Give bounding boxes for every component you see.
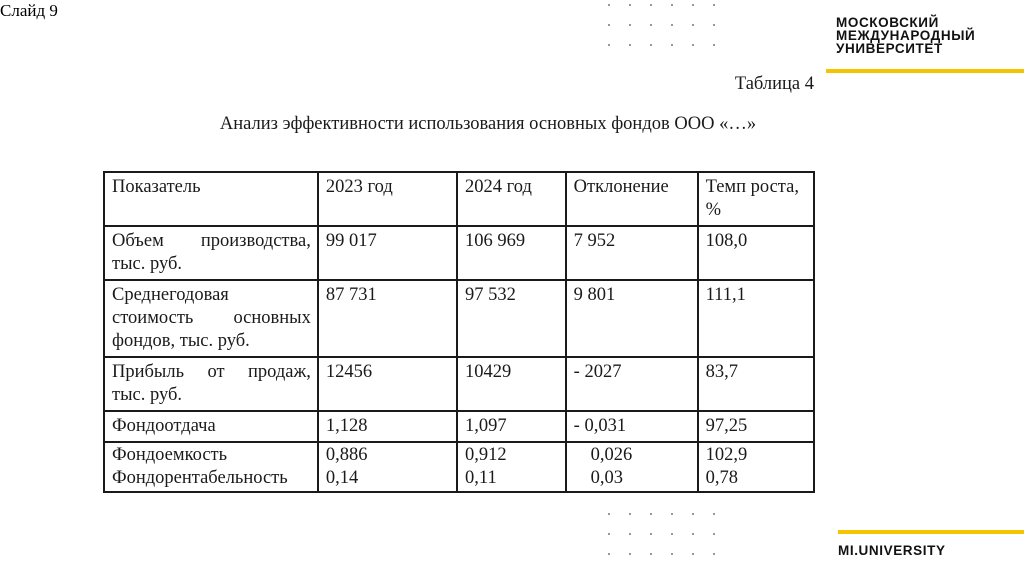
value-cell: - 0,031	[566, 411, 698, 442]
value-cell	[698, 442, 814, 492]
logo-line-1: МОСКОВСКИЙ	[836, 15, 939, 30]
value-cell: 108,0	[698, 226, 814, 280]
table-row	[104, 357, 814, 411]
header-cell: 2024 год	[457, 172, 566, 226]
header-cell: Показатель	[104, 172, 318, 226]
table-caption: Таблица 4	[734, 74, 814, 94]
value-cell: 97 532	[457, 280, 566, 357]
value-text: 0,886	[325, 445, 368, 465]
value-text: 0,14	[325, 468, 359, 488]
indicator-cell: Объем производства, тыс. руб.	[104, 226, 318, 280]
value-cell	[318, 442, 457, 492]
value-cell: 7 952	[566, 226, 698, 280]
table-row	[104, 411, 814, 442]
value-cell: 97,25	[698, 411, 814, 442]
value-cell: 12456	[318, 357, 457, 411]
decorative-dot-grid-top	[608, 4, 717, 46]
mi-university-logo: MI.UNIVERSITY	[838, 543, 946, 558]
value-cell: 106 969	[457, 226, 566, 280]
value-cell: 10429	[457, 357, 566, 411]
value-text: 0,026	[590, 445, 633, 465]
value-cell: 1,097	[457, 411, 566, 442]
table-row	[104, 280, 814, 357]
accent-bar-top	[826, 69, 1024, 73]
decorative-dot-grid-bottom	[608, 513, 717, 555]
table-title: Анализ эффективности использования основных фондов ООО «…»	[219, 114, 757, 134]
table-header-row	[104, 172, 814, 226]
header-cell: 2023 год	[318, 172, 457, 226]
value-cell: 9 801	[566, 280, 698, 357]
indicator-cell: Среднегодовая стоимость основных фондов, тыс. руб.	[104, 280, 318, 357]
value-text: 0,03	[590, 468, 624, 488]
header-cell: Темп роста, %	[698, 172, 814, 226]
logo-line-3: УНИВЕРСИТЕТ	[836, 41, 943, 56]
efficiency-table	[103, 171, 815, 493]
value-cell: 111,1	[698, 280, 814, 357]
university-logo	[836, 16, 975, 55]
value-text: 0,78	[705, 468, 738, 488]
value-cell: - 2027	[566, 357, 698, 411]
value-cell	[566, 442, 698, 492]
header-cell: Отклонение	[566, 172, 698, 226]
accent-bar-bottom	[838, 530, 1024, 534]
indicator-label: Фондорентабельность	[112, 468, 288, 488]
slide-label: Слайд 9	[0, 1, 58, 20]
value-text: 0,912	[465, 445, 507, 465]
value-cell: 87 731	[318, 280, 457, 357]
indicator-cell	[104, 442, 318, 492]
indicator-label: Фондоемкость	[112, 445, 228, 465]
indicator-cell: Прибыль от продаж, тыс. руб.	[104, 357, 318, 411]
value-cell: 83,7	[698, 357, 814, 411]
value-cell	[457, 442, 566, 492]
value-cell: 99 017	[318, 226, 457, 280]
value-text: 0,11	[465, 468, 497, 488]
logo-line-2: МЕЖДУНАРОДНЫЙ	[836, 28, 976, 43]
table-row	[104, 442, 814, 492]
value-text: 102,9	[705, 445, 748, 465]
table-row	[104, 226, 814, 280]
indicator-cell: Фондоотдача	[104, 411, 318, 442]
value-cell: 1,128	[318, 411, 457, 442]
